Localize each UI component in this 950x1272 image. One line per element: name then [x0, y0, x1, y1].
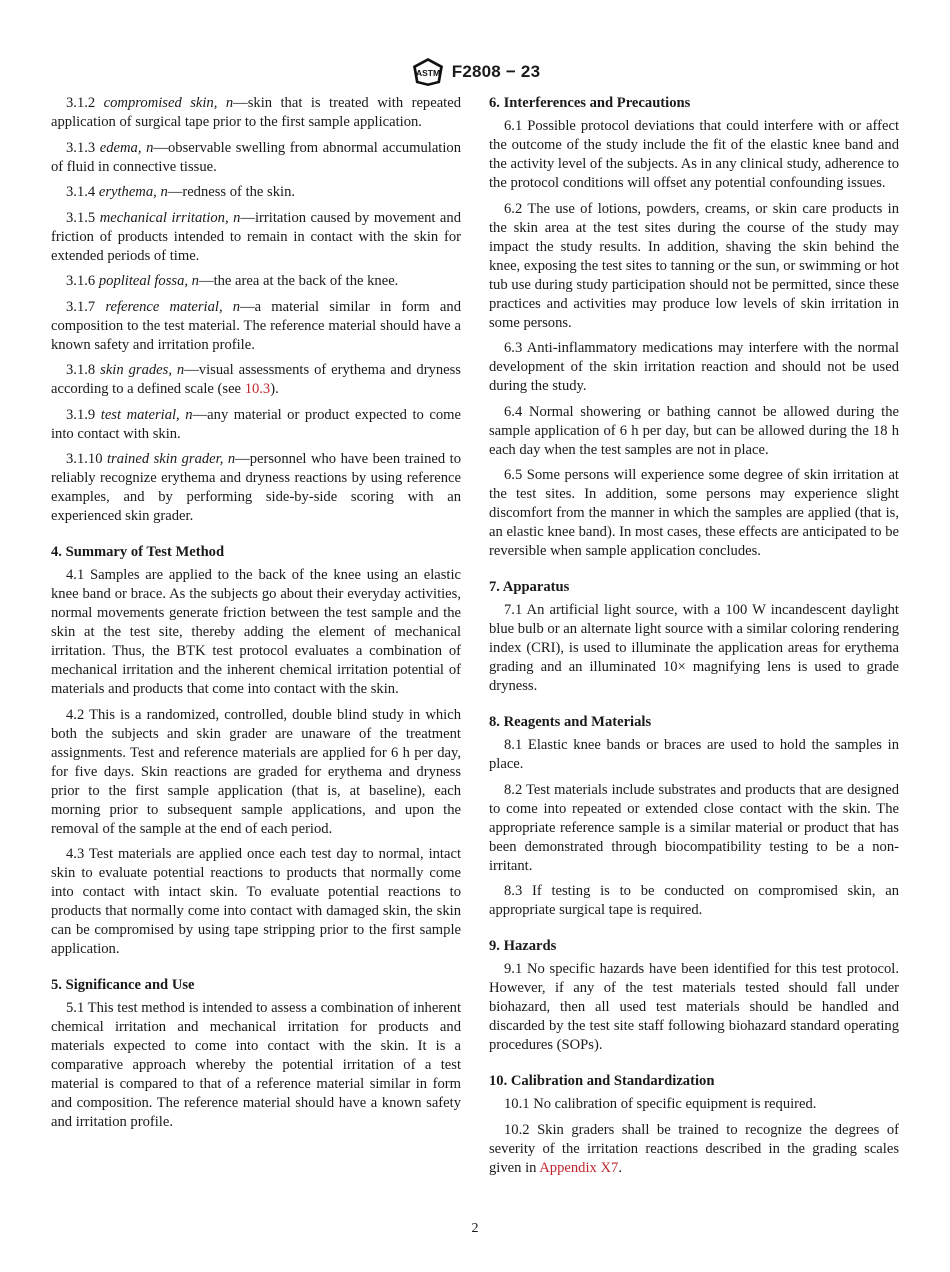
section-7-heading: 7. Apparatus — [489, 579, 570, 595]
link-10-3[interactable]: 10.3 — [244, 381, 271, 397]
page-header — [0, 57, 950, 87]
paragraph-6-5: 6.5 Some persons will experience some degree of skin irritation at the test sites. In addition, some persons may experience slight discomfort from the manner in which the samples are applied (that is, an elastic knee band). In most cases, these effects are anticipated to be reversible when sample application concludes. — [489, 467, 899, 559]
section-8-heading: 8. Reagents and Materials — [489, 714, 652, 730]
svg-text:ASTM: ASTM — [415, 68, 440, 78]
paragraph-10-2: 10.2 Skin graders shall be trained to recognize the degrees of severity of the irritation reactions described in the grading scales given in Appendix X7. — [489, 1121, 899, 1176]
paragraph-4-1: 4.1 Samples are applied to the back of the knee using an elastic knee band or brace. As the subjects go about their everyday activities, normal movements generate friction between the test sample and the skin at the test site, thereby adding the element of mechanical irritation. Thus, the BTK test protocol evaluates a combination of mechanical irritation and the inherent chemical irritation potential of materials and products that come into contact with the skin. — [51, 567, 461, 697]
paragraph-10-1: 10.1 No calibration of specific equipment is required. — [504, 1096, 817, 1112]
paragraph-8-1: 8.1 Elastic knee bands or braces are used to hold the samples in place. — [489, 737, 899, 772]
paragraph-7-1: 7.1 An artificial light source, with a 100 W incandescent daylight blue bulb or an alternate light source with a similar coloring rendering index (CRI), is used to illuminate the application areas for erythema grading and an illuminated 10× magnifying lens is used to grade dryness. — [489, 602, 899, 694]
section-6-heading: 6. Interferences and Precautions — [489, 95, 691, 111]
definition-3-1-3: 3.1.3 edema, n—observable swelling from abnormal accumulation of fluid in connective tissue. — [51, 139, 461, 175]
definition-3-1-2: 3.1.2 compromised skin, n—skin that is treated with repeated application of surgical tape prior to the first sample application. — [51, 95, 462, 130]
paragraph-6-1: 6.1 Possible protocol deviations that could interfere with or affect the outcome of the study include the fit of the elastic knee band and the activity level of the subjects. As in any clinical study, adherence to the protocol conditions will offset any potential confounding issues. — [489, 118, 899, 191]
paragraph-8-3: 8.3 If testing is to be conducted on compromised skin, an appropriate surgical tape is required. — [489, 883, 899, 918]
paragraph-5-1: 5.1 This test method is intended to assess a combination of inherent chemical irritation and mechanical irritation for products and materials expected to come into contact with the skin. It is a comparative approach whereby the potential irritation of a test material is compared to that of a reference material similar in form and composition. The reference material should have a known safety and irritation profile. — [51, 1000, 461, 1130]
paragraph-6-2: 6.2 The use of lotions, powders, creams, or skin care products in the skin area at the test sites during the course of the study may impact the study results. In addition, shaving the skin behind the knee, exposing the test sites to tanning or the sun, or swimming or hot tub use during study participation should not be permitted, since these practices and activities may produce low levels of skin irritation in some persons. — [489, 200, 899, 331]
left-column — [51, 94, 461, 1139]
paragraph-4-3: 4.3 Test materials are applied once each test day to normal, intact skin to evaluate potential reactions to products that normally come into contact with intact skin. To evaluate potential reactions to products that normally come into contact with damaged skin, the skin can be compromised by using tape stripping prior to the first sample application. — [51, 846, 461, 957]
standard-designation: F2808 − 23 — [451, 62, 541, 81]
paragraph-4-2: 4.2 This is a randomized, controlled, double blind study in which both the subjects and skin grader are unaware of the treatment assignments. Test and reference materials are applied for 6 h per day, for five days. Skin reactions are graded for erythema and dryness prior to the first sample application (that is, at baseline), each morning prior to subsequent sample applications, and upon the removal of the sample at the end of each period. — [51, 706, 461, 837]
definition-3-1-4: 3.1.4 erythema, n—redness of the skin. — [66, 184, 296, 200]
definition-3-1-6: 3.1.6 popliteal fossa, n—the area at the back of the knee. — [66, 273, 399, 289]
paragraph-6-4: 6.4 Normal showering or bathing cannot be allowed during the sample application of 6 h per day, but can be allowed during the 18 h each day when the test samples are not in place. — [489, 403, 899, 458]
section-4-heading: 4. Summary of Test Method — [51, 544, 225, 560]
definition-3-1-10: 3.1.10 trained skin grader, n—personnel who have been trained to reliably recognize erythema and dryness reactions by using reference examples, and by performing side-by-side scoring with an experienced skin grader. — [51, 451, 461, 524]
paragraph-9-1: 9.1 No specific hazards have been identified for this test protocol. However, if any of the test materials tested should fall under biohazard, then all used test materials should be handled and discarded by the test site staff following biohazard standard operating procedures (SOPs). — [489, 961, 899, 1053]
definition-3-1-9: 3.1.9 test material, n—any material or product expected to come into contact with skin. — [51, 406, 461, 442]
right-column — [489, 94, 899, 1184]
definition-3-1-7: 3.1.7 reference material, n—a material similar in form and composition to the test material. The reference material should have a known safety and irritation profile. — [51, 298, 461, 353]
page-number: 2 — [471, 1221, 479, 1236]
section-5-heading: 5. Significance and Use — [51, 977, 195, 993]
section-10-heading: 10. Calibration and Standardization — [489, 1073, 715, 1089]
definition-3-1-8: 3.1.8 skin grades, n—visual assessments of erythema and dryness according to a defined scale (see 10.3). — [51, 362, 461, 397]
link-appendix-x7[interactable]: Appendix X7 — [539, 1159, 619, 1176]
definition-3-1-5: 3.1.5 mechanical irritation, n—irritation caused by movement and friction of products intended to remain in contact with the skin for extended periods of time. — [51, 209, 461, 264]
paragraph-6-3: 6.3 Anti-inflammatory medications may interfere with the normal development of the skin irritation reaction and should not be used during the study. — [489, 340, 899, 394]
section-9-heading: 9. Hazards — [489, 938, 557, 954]
paragraph-8-2: 8.2 Test materials include substrates and products that are designed to come into repeated or extended close contact with the skin. The appropriate reference sample is a similar material or product that has been demonstrated through biocompatibility testing to be a non-irritant. — [489, 781, 899, 874]
astm-logo-icon — [410, 57, 446, 87]
